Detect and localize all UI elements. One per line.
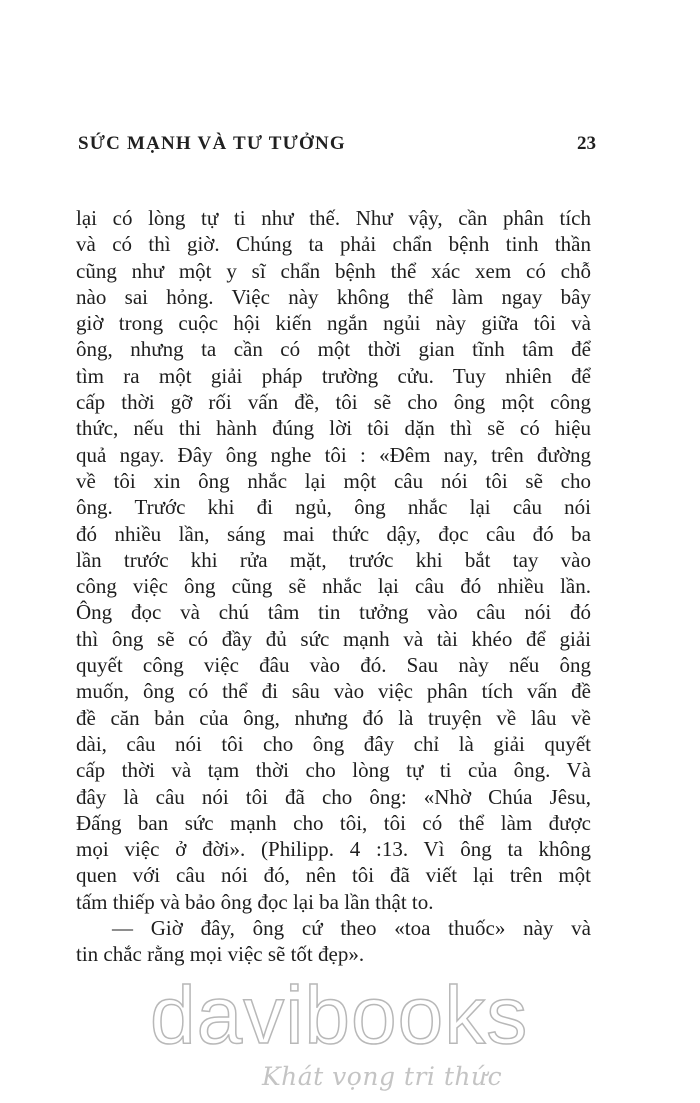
- text-line: tin chắc rằng mọi việc sẽ tốt đẹp».: [76, 942, 365, 967]
- text-line: ông. Trước khi đi ngủ, ông nhắc lại câu nói: [76, 495, 591, 520]
- text-line: đó nhiều lần, sáng mai thức dậy, đọc câu đó ba: [76, 521, 591, 546]
- text-line: lại có lòng tự ti như thế. Như vậy, cần phân tích: [76, 206, 591, 230]
- running-head: [78, 133, 596, 163]
- text-line: mọi việc ở đời». (Philipp. 4 :13. Vì ông ta không: [76, 837, 591, 862]
- text-line: cấp thời gỡ rối vấn đề, tôi sẽ cho ông một công: [76, 390, 591, 415]
- watermark-logo: davibooks: [150, 970, 529, 1061]
- text-line: tìm ra một giải pháp trường cửu. Tuy nhiên để: [76, 363, 591, 388]
- text-line: cấp thời và tạm thời cho lòng tự ti của ông. Và: [76, 758, 591, 783]
- body-text: [76, 205, 591, 968]
- text-line: cũng như một y sĩ chẩn bệnh thể xác xem có chỗ: [76, 258, 591, 283]
- page-number: 23: [577, 133, 596, 154]
- text-line: đề căn bản của ông, nhưng đó là truyện về lâu về: [76, 705, 591, 730]
- text-line: Ông đọc và chú tâm tin tưởng vào câu nói đó: [76, 600, 591, 625]
- text-line: Đấng ban sức mạnh cho tôi, tôi có thể làm được: [76, 810, 591, 835]
- watermark-tagline: Khát vọng tri thức: [262, 1062, 503, 1091]
- text-line: quyết công việc đâu vào đó. Sau này nếu ông: [76, 653, 591, 678]
- text-line: thì ông sẽ có đầy đủ sức mạnh và tài khéo để giải: [76, 626, 591, 651]
- text-line: quen với câu nói đó, nên tôi đã viết lại trên một: [76, 863, 591, 888]
- running-title: SỨC MẠNH VÀ TƯ TƯỞNG: [78, 133, 346, 154]
- text-line: về tôi xin ông nhắc lại một câu nói tôi sẽ cho: [76, 468, 591, 493]
- text-line: muốn, ông có thể đi sâu vào việc phân tích vấn đề: [76, 679, 591, 704]
- text-line: ông, nhưng ta cần có một thời gian tĩnh tâm để: [76, 337, 591, 362]
- text-line: quả ngay. Đây ông nghe tôi : «Đêm nay, trên đường: [76, 442, 591, 467]
- text-line: thức, nếu thi hành đúng lời tôi dặn thì sẽ có hiệu: [76, 416, 591, 441]
- text-line: tấm thiếp và bảo ông đọc lại ba lần thật to.: [76, 889, 434, 914]
- text-line: công việc ông cũng sẽ nhắc lại câu đó nhiều lần.: [76, 574, 591, 599]
- text-line: dài, câu nói tôi cho ông đây chỉ là giải quyết: [76, 731, 591, 756]
- publisher-watermark: [150, 970, 550, 1095]
- text-line: và có thì giờ. Chúng ta phải chẩn bệnh tinh thần: [76, 232, 591, 257]
- text-line: đây là câu nói tôi đã cho ông: «Nhờ Chúa Jêsu,: [76, 784, 591, 809]
- text-line: lần trước khi rửa mặt, trước khi bắt tay vào: [76, 547, 591, 572]
- text-line: — Giờ đây, ông cứ theo «toa thuốc» này và: [112, 916, 591, 941]
- text-line: giờ trong cuộc hội kiến ngắn ngủi này giữa tôi và: [76, 311, 591, 336]
- text-line: nào sai hỏng. Việc này không thể làm ngay bây: [76, 284, 591, 309]
